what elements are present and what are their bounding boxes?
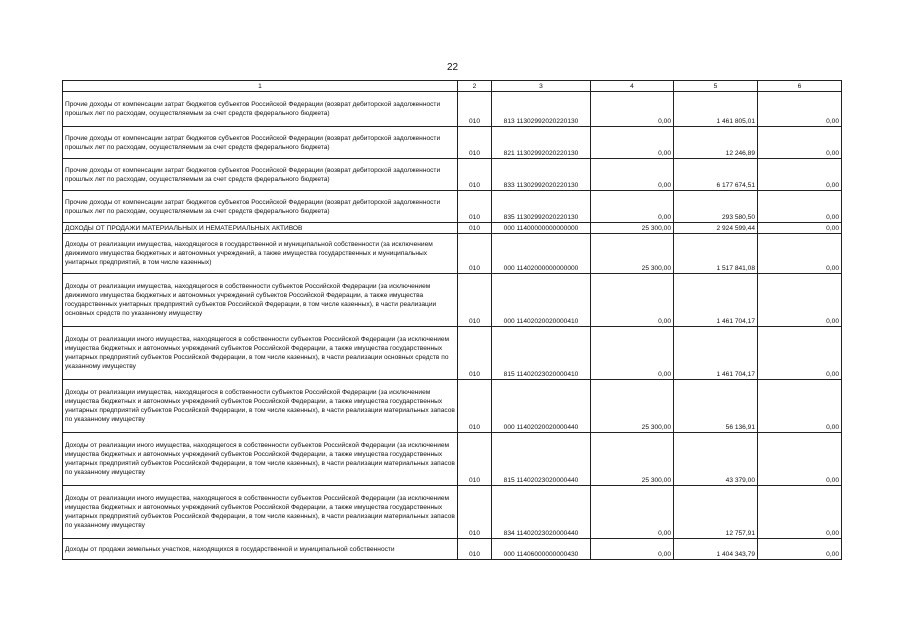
table-row (63, 159, 842, 191)
row-value-col5: 293 580,50 (674, 191, 758, 223)
table-row (63, 539, 842, 560)
row-line-code: 010 (458, 380, 492, 433)
revenue-table (62, 80, 842, 560)
table-row (63, 223, 842, 234)
row-name: Прочие доходы от компенсации затрат бюджетов субъектов Российской Федерации (возврат дебиторской задолженности прошлых лет по расходам, осуществляемым за счет средств федерального бюджета) (63, 191, 458, 223)
column-header-5: 5 (674, 81, 758, 92)
row-value-col4: 0,00 (591, 539, 674, 560)
row-name: Прочие доходы от компенсации затрат бюджетов субъектов Российской Федерации (возврат дебиторской задолженности прошлых лет по расходам, осуществляемым за счет средств федерального бюджета) (63, 92, 458, 127)
column-header-6: 6 (758, 81, 842, 92)
row-value-col4: 0,00 (591, 159, 674, 191)
row-value-col6: 0,00 (758, 159, 842, 191)
row-value-col5: 12 757,91 (674, 486, 758, 539)
table-row (63, 486, 842, 539)
row-value-col4: 25 300,00 (591, 223, 674, 234)
row-value-col5: 1 461 805,01 (674, 92, 758, 127)
row-value-col5: 43 379,00 (674, 433, 758, 486)
row-budget-code: 813 11302992020220130 (492, 92, 591, 127)
row-name: Доходы от реализации иного имущества, находящегося в собственности субъектов Российской Федерации (за исключением имущества бюджетных и автономных учреждений субъектов Российской Федерации, а также имущества государственных унитарных предприятий субъектов Российской Федерации, в том числе казенных), в части реализации основных средств по указанному имуществу (63, 327, 458, 380)
row-value-col6: 0,00 (758, 380, 842, 433)
table-row (63, 380, 842, 433)
row-line-code: 010 (458, 92, 492, 127)
row-value-col5: 6 177 674,51 (674, 159, 758, 191)
row-budget-code: 000 11400000000000000 (492, 223, 591, 234)
row-name: Доходы от реализации имущества, находящегося в государственной и муниципальной собственности (за исключением движимого имущества бюджетных и автономных учреждений, а также имущества государственных и муниципальных унитарных предприятий, в том числе казенных) (63, 234, 458, 274)
row-value-col4: 0,00 (591, 191, 674, 223)
row-budget-code: 000 11402000000000000 (492, 234, 591, 274)
table-row (63, 274, 842, 327)
table-row (63, 327, 842, 380)
row-value-col6: 0,00 (758, 92, 842, 127)
row-name: Доходы от продажи земельных участков, находящихся в государственной и муниципальной собственности (63, 539, 458, 560)
row-budget-code: 834 11402023020000440 (492, 486, 591, 539)
row-line-code: 010 (458, 127, 492, 159)
row-value-col5: 1 404 343,79 (674, 539, 758, 560)
row-value-col5: 2 924 599,44 (674, 223, 758, 234)
table-row (63, 191, 842, 223)
row-budget-code: 000 11402020020000440 (492, 380, 591, 433)
row-line-code: 010 (458, 223, 492, 234)
column-number-row (63, 81, 842, 92)
row-name: Доходы от реализации иного имущества, находящегося в собственности субъектов Российской Федерации (за исключением имущества бюджетных и автономных учреждений субъектов Российской Федерации, а также имущества государственных унитарных предприятий субъектов Российской Федерации, в том числе казенных), в части реализации материальных запасов по указанному имуществу (63, 486, 458, 539)
column-header-2: 2 (458, 81, 492, 92)
row-budget-code: 815 11402023020000410 (492, 327, 591, 380)
row-line-code: 010 (458, 234, 492, 274)
row-value-col4: 0,00 (591, 127, 674, 159)
row-budget-code: 821 11302992020220130 (492, 127, 591, 159)
row-value-col6: 0,00 (758, 486, 842, 539)
row-value-col4: 25 300,00 (591, 380, 674, 433)
row-value-col6: 0,00 (758, 539, 842, 560)
row-name: Доходы от реализации имущества, находящегося в собственности субъектов Российской Федерации (за исключением имущества бюджетных и автономных учреждений субъектов Российской Федерации, а также имущества государственных унитарных предприятий субъектов Российской Федерации, в том числе казенных), в части реализации материальных запасов по указанному имуществу (63, 380, 458, 433)
column-header-4: 4 (591, 81, 674, 92)
row-name: Прочие доходы от компенсации затрат бюджетов субъектов Российской Федерации (возврат дебиторской задолженности прошлых лет по расходам, осуществляемым за счет средств федерального бюджета) (63, 159, 458, 191)
row-line-code: 010 (458, 486, 492, 539)
column-header-3: 3 (492, 81, 591, 92)
row-value-col5: 1 517 841,08 (674, 234, 758, 274)
row-value-col5: 12 246,89 (674, 127, 758, 159)
page-number: 22 (446, 62, 459, 73)
row-name: Доходы от реализации имущества, находящегося в собственности субъектов Российской Федерации (за исключением движимого имущества бюджетных и автономных учреждений субъектов Российской Федерации, а также имущества государственных унитарных предприятий субъектов Российской Федерации, в том числе казенных), в части реализации основных средств по указанному имуществу (63, 274, 458, 327)
row-line-code: 010 (458, 539, 492, 560)
table-row (63, 433, 842, 486)
table-row (63, 234, 842, 274)
row-value-col6: 0,00 (758, 223, 842, 234)
row-value-col5: 1 461 704,17 (674, 327, 758, 380)
row-value-col4: 0,00 (591, 486, 674, 539)
row-line-code: 010 (458, 433, 492, 486)
row-line-code: 010 (458, 159, 492, 191)
row-line-code: 010 (458, 327, 492, 380)
row-value-col5: 56 136,91 (674, 380, 758, 433)
row-value-col4: 0,00 (591, 274, 674, 327)
row-value-col4: 25 300,00 (591, 433, 674, 486)
row-value-col4: 25 300,00 (591, 234, 674, 274)
row-value-col6: 0,00 (758, 191, 842, 223)
row-name: Доходы от реализации иного имущества, находящегося в собственности субъектов Российской Федерации (за исключением имущества бюджетных и автономных учреждений субъектов Российской Федерации, а также имущества государственных унитарных предприятий субъектов Российской Федерации, в том числе казенных), в части реализации материальных запасов по указанному имуществу (63, 433, 458, 486)
row-value-col4: 0,00 (591, 327, 674, 380)
row-budget-code: 000 11406000000000430 (492, 539, 591, 560)
row-budget-code: 833 11302992020220130 (492, 159, 591, 191)
row-value-col6: 0,00 (758, 327, 842, 380)
row-budget-code: 835 11302992020220130 (492, 191, 591, 223)
table-row (63, 92, 842, 127)
column-header-1: 1 (63, 81, 458, 92)
row-value-col5: 1 461 704,17 (674, 274, 758, 327)
row-value-col6: 0,00 (758, 274, 842, 327)
row-value-col6: 0,00 (758, 127, 842, 159)
row-value-col6: 0,00 (758, 234, 842, 274)
row-line-code: 010 (458, 274, 492, 327)
row-budget-code: 000 11402020020000410 (492, 274, 591, 327)
row-value-col4: 0,00 (591, 92, 674, 127)
row-line-code: 010 (458, 191, 492, 223)
row-name: ДОХОДЫ ОТ ПРОДАЖИ МАТЕРИАЛЬНЫХ И НЕМАТЕРИАЛЬНЫХ АКТИВОВ (63, 223, 458, 234)
row-budget-code: 815 11402023020000440 (492, 433, 591, 486)
row-value-col6: 0,00 (758, 433, 842, 486)
row-name: Прочие доходы от компенсации затрат бюджетов субъектов Российской Федерации (возврат дебиторской задолженности прошлых лет по расходам, осуществляемым за счет средств федерального бюджета) (63, 127, 458, 159)
table-row (63, 127, 842, 159)
